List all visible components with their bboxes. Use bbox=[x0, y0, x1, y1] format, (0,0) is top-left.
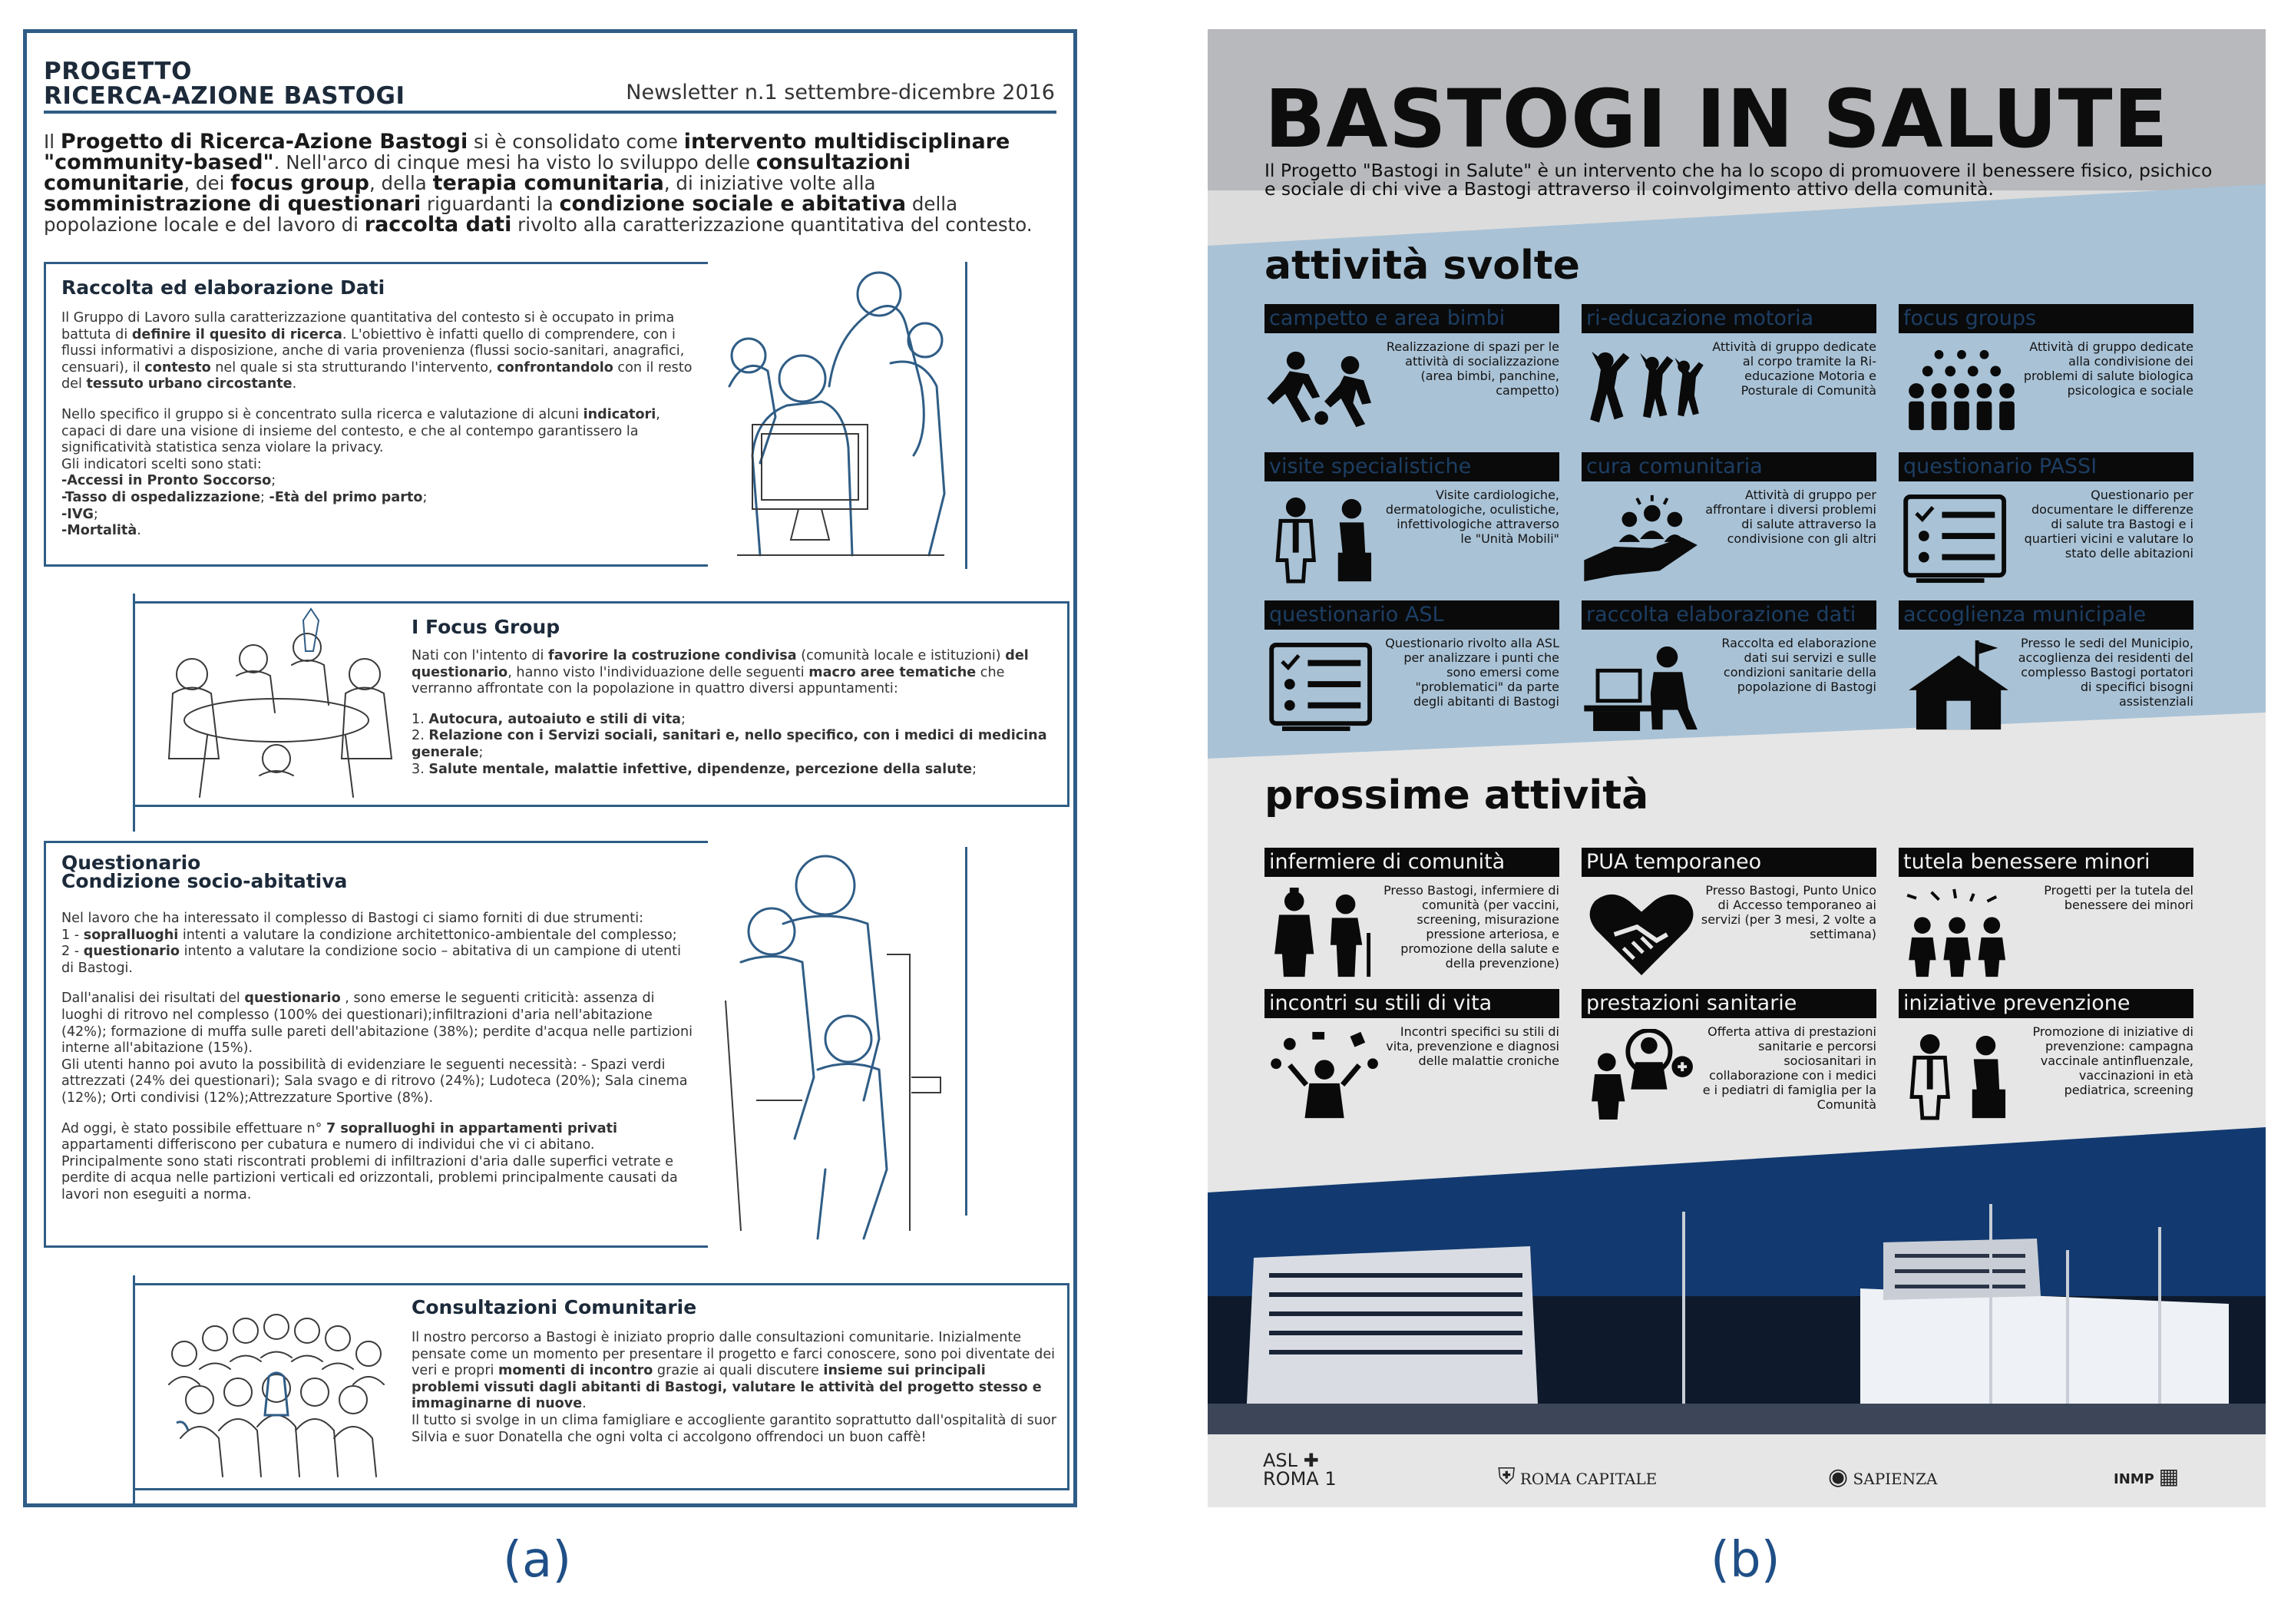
text-run: riguardanti la bbox=[421, 193, 560, 215]
inmp-logo bbox=[2114, 1464, 2179, 1489]
activity-card bbox=[1899, 989, 2193, 1127]
text-run: ; bbox=[271, 473, 276, 489]
paragraph bbox=[412, 1330, 1056, 1446]
activity-description: Promozione di iniziative di prevenzione: campagna vaccinale antinfluenzale, vaccinazioni in età pediatrica, screening bbox=[2032, 1024, 2193, 1097]
bold-run: macro aree tematiche bbox=[808, 664, 977, 680]
bold-run: confrontandolo bbox=[497, 359, 613, 375]
activity-description: Attività di gruppo per affrontare i diversi problemi di salute attraverso la condivisione con gli altri bbox=[1705, 488, 1876, 546]
doctor-patient-icon bbox=[1900, 1029, 2023, 1121]
activity-description: Visite cardiologiche, dermatologiche, oculistiche, infettivologiche attraverso le "Unità Mobili" bbox=[1385, 488, 1559, 546]
bold-run: focus group bbox=[230, 171, 369, 195]
text-run: ; bbox=[422, 489, 428, 505]
activity-description: Incontri specifici su stili di vita, prevenzione e diagnosi delle malattie croniche bbox=[1386, 1024, 1559, 1068]
text-run: . bbox=[292, 376, 297, 392]
activity-label: visite specialistiche bbox=[1264, 452, 1559, 481]
text-run: ; bbox=[972, 761, 977, 777]
text-run: . Nell'arco di cinque mesi ha visto lo sviluppo delle bbox=[273, 151, 756, 174]
newsletter-title bbox=[44, 59, 405, 108]
activity-card bbox=[1899, 304, 2193, 442]
bold-run: condizione sociale e abitativa bbox=[559, 192, 907, 216]
activity-card bbox=[1264, 989, 1559, 1127]
text-run: Il tutto si svolge in un clima famigliare e accogliente garantito soprattutto dall'ospitalità di suor Silvia e suor Donatella che ogni volta ci accolgono offrendoci un buon caffè! bbox=[412, 1412, 1056, 1445]
activity-label: accoglienza municipale bbox=[1899, 600, 2193, 630]
section-done-title: attività svolte bbox=[1264, 243, 1580, 289]
box-rule bbox=[965, 262, 967, 569]
bold-run: indicatori bbox=[583, 406, 656, 422]
text-run: della popolazione locale e del lavoro di bbox=[44, 193, 958, 236]
questionario-text bbox=[61, 911, 695, 1218]
text-run: 2 - bbox=[61, 944, 84, 960]
newsletter-intro bbox=[44, 131, 1056, 235]
meeting-table-sketch bbox=[146, 605, 407, 805]
newsletter-issue: Newsletter n.1 settembre-dicembre 2016 bbox=[626, 81, 1055, 104]
bold-run: del questionario bbox=[412, 648, 1029, 680]
bold-run: Relazione con i Servizi sociali, sanitari e, nello specifico, con i medici di medicina generale bbox=[412, 728, 1047, 760]
team-at-computer-sketch bbox=[714, 263, 960, 571]
activity-label: focus groups bbox=[1899, 304, 2193, 333]
activity-card bbox=[1582, 600, 1876, 739]
questionario-title-line2: Condizione socio-abitativa bbox=[61, 870, 348, 892]
text-run: ; bbox=[680, 711, 686, 727]
bold-run: -Accessi in Pronto Soccorso bbox=[61, 473, 272, 489]
text-run: Nati con l'intento di bbox=[412, 648, 549, 663]
text-run: che verranno affrontate con la popolazione in quattro diversi appuntamenti: bbox=[412, 664, 1005, 697]
juggler-icon bbox=[1266, 1029, 1389, 1121]
text-run: Nel lavoro che ha interessato il complesso di Bastogi ci siamo forniti di due strumenti: bbox=[61, 911, 644, 926]
children-icon bbox=[1900, 888, 2023, 980]
hand-community-icon bbox=[1583, 492, 1706, 584]
focus-group-title: I Focus Group bbox=[412, 616, 560, 638]
activity-label: prestazioni sanitarie bbox=[1582, 989, 1876, 1018]
text-run: Nello specifico il gruppo si è concentrato sulla ricerca e valutazione di alcuni bbox=[61, 406, 583, 422]
handshake-heart-icon bbox=[1583, 888, 1706, 980]
sapienza-text: SAPIENZA bbox=[1853, 1470, 1938, 1488]
activity-label: PUA temporaneo bbox=[1582, 848, 1876, 877]
text-run: Dall'analisi dei risultati del bbox=[61, 991, 245, 1007]
text-run: Ad oggi, è stato possibile effettuare n° bbox=[61, 1120, 326, 1136]
activity-label: campetto e area bimbi bbox=[1264, 304, 1559, 333]
activity-card bbox=[1582, 304, 1876, 442]
raccolta-dati-box bbox=[44, 262, 708, 567]
text-run: rivolto alla caratterizzazione quantitativa del contesto. bbox=[511, 213, 1033, 236]
text-run: intenti a valutare la condizione architettonico-ambientale del complesso; bbox=[178, 927, 677, 943]
bold-run: favorire la costruzione condivisa bbox=[548, 648, 797, 663]
activity-card bbox=[1264, 848, 1559, 986]
bold-run: somministrazione di questionari bbox=[44, 192, 421, 216]
computer-desk-icon bbox=[1583, 640, 1706, 733]
bold-run: insieme sui principali problemi vissuti dagli abitanti di Bastogi, valutare le attività del progetto stesso e immaginarne di nuove bbox=[412, 1363, 1042, 1412]
bold-run: -Età del primo parto bbox=[269, 489, 423, 505]
text-run: ; bbox=[478, 744, 484, 760]
group-icon bbox=[1900, 344, 2023, 436]
activity-description: Progetti per la tutela del benessere dei minori bbox=[2044, 883, 2193, 912]
text-run: ; bbox=[260, 489, 269, 505]
bold-run: Autocura, autoaiuto e stili di vita bbox=[428, 711, 681, 727]
activity-card bbox=[1264, 452, 1559, 590]
text-run: . bbox=[137, 523, 141, 539]
paragraph bbox=[61, 911, 695, 977]
consultazioni-text bbox=[412, 1330, 1056, 1460]
bold-run: tessuto urbano circostante bbox=[86, 376, 293, 392]
bold-run: 7 sopralluoghi in appartamenti privati bbox=[326, 1120, 618, 1136]
activity-card bbox=[1582, 452, 1876, 590]
newsletter-title-line1: PROGETTO bbox=[44, 58, 192, 85]
caption-b: (b) bbox=[1711, 1532, 1780, 1589]
activity-description: Realizzazione di spazi per le attività di socializzazione (area bimbi, panchine, campetto) bbox=[1386, 339, 1559, 398]
bold-run: -Tasso di ospedalizzazione bbox=[61, 489, 261, 505]
activity-label: raccolta elaborazione dati bbox=[1582, 600, 1876, 630]
bold-run: intervento multidisciplinare "community-based" bbox=[44, 130, 1010, 174]
activity-card bbox=[1582, 848, 1876, 986]
newsletter-title-line2: RICERCA-AZIONE BASTOGI bbox=[44, 82, 405, 110]
activity-card bbox=[1582, 989, 1876, 1127]
activity-label: incontri su stili di vita bbox=[1264, 989, 1559, 1018]
text-run: , hanno visto l'individuazione delle seguenti bbox=[507, 664, 809, 680]
text-run: 3. bbox=[412, 761, 429, 777]
exercise-icon bbox=[1583, 344, 1706, 436]
activity-card bbox=[1899, 600, 2193, 739]
caption-a: (a) bbox=[503, 1532, 572, 1589]
roma-capitale-logo bbox=[1498, 1464, 1657, 1490]
bold-run: terapia comunitaria bbox=[432, 171, 664, 195]
activity-description: Offerta attiva di prestazioni sanitarie e percorsi sociosanitari in collaborazione con i medici e i pediatri di famiglia per la Comunità bbox=[1702, 1024, 1876, 1112]
activity-label: cura comunitaria bbox=[1582, 452, 1876, 481]
paragraph bbox=[61, 310, 695, 393]
text-run: nel quale si sta strutturando l'intervento, bbox=[210, 359, 498, 375]
text-run: , della bbox=[369, 172, 433, 194]
raccolta-dati-text bbox=[61, 310, 695, 554]
paragraph bbox=[412, 712, 1056, 778]
header-rule bbox=[44, 111, 1056, 114]
activity-card bbox=[1899, 452, 2193, 590]
bold-run: -Mortalità bbox=[61, 523, 137, 539]
infographic-subtitle: Il Progetto "Bastogi in Salute" è un intervento che ha lo scopo di promuovere il benessere fisico, psichico e sociale di chi vive a Bastogi attraverso il coinvolgimento attivo della comunità. bbox=[1264, 160, 2213, 200]
activity-description: Presso le sedi del Municipio, accoglienza dei residenti del complesso Bastogi portatori di specifici bisogni assistenziali bbox=[2018, 636, 2193, 709]
bold-run: raccolta dati bbox=[364, 213, 512, 236]
text-run: , sono emerse le seguenti criticità: assenza di luoghi di ritrovo nel complesso (100% dei questionari);infiltrazioni d'aria nell'abitazione (42%); formazione di muffa sulle pareti dell'abitazione (38%); perdite d'acqua nelle partizioni interne all'abitazione (15%). bbox=[61, 991, 693, 1057]
activity-description: Raccolta ed elaborazione dati sui servizi e sulle condizioni sanitarie della popolazione di Bastogi bbox=[1721, 636, 1876, 694]
activity-description: Questionario per documentare le differenze di salute tra Bastogi e i quartieri vicini e valutare lo stato delle abitazioni bbox=[2024, 488, 2193, 561]
bold-run: momenti di incontro bbox=[498, 1363, 653, 1379]
paragraph bbox=[412, 648, 1056, 698]
consultazioni-title: Consultazioni Comunitarie bbox=[412, 1296, 697, 1318]
bold-run: -IVG bbox=[61, 506, 94, 522]
infographic-panel bbox=[1208, 29, 2266, 1507]
activity-description: Questionario rivolto alla ASL per analizzare i punti che sono emersi come "problematici" da parte degli abitanti di Bastogi bbox=[1385, 636, 1559, 709]
bold-run: Progetto di Ricerca-Azione Bastogi bbox=[60, 130, 468, 154]
roma-capitale-text: ROMA CAPITALE bbox=[1519, 1470, 1658, 1488]
text-run: Il bbox=[44, 131, 61, 153]
activity-label: infermiere di comunità bbox=[1264, 848, 1559, 877]
activity-description: Attività di gruppo dedicate al corpo tramite la Ri-educazione Motoria e Posturale di Comunità bbox=[1712, 339, 1876, 398]
text-run: . bbox=[582, 1396, 587, 1412]
activity-card bbox=[1899, 848, 2193, 986]
text-run: 2. bbox=[412, 728, 429, 744]
sapienza-logo bbox=[1828, 1464, 1938, 1490]
activity-description: Presso Bastogi, infermiere di comunità (per vaccini, screening, misurazione pressione arteriosa, e promozione della salute e della prevenzione) bbox=[1383, 883, 1559, 971]
focus-group-text bbox=[412, 648, 1056, 792]
building-icon: ▦ bbox=[2158, 1464, 2180, 1489]
text-run: Il Gruppo di Lavoro sulla caratterizzazione quantitativa del contesto si è occupato in prima battuta di bbox=[61, 310, 675, 342]
family-sketch bbox=[710, 847, 971, 1246]
asl-logo bbox=[1263, 1451, 1337, 1488]
activity-description: Presso Bastogi, Punto Unico di Accesso temporaneo ai servizi (per 3 mesi, 2 volte a settimana) bbox=[1701, 883, 1876, 941]
text-run: appartamenti differiscono per cubatura e numero di individui che vi ci abitano. Principalmente sono stati riscontrati problemi di infiltrazioni d'aria dalle superfici vetrate e perdite di acqua nelle partizioni verticali ed orizzontali, problemi principalmente causati da lavori non eseguiti a norma. bbox=[61, 1137, 678, 1202]
asl-logo-subtext: ROMA 1 bbox=[1263, 1468, 1337, 1490]
checklist-icon bbox=[1900, 492, 2023, 584]
text-run: 1 - bbox=[61, 927, 84, 943]
football-players-icon bbox=[1266, 344, 1389, 436]
paragraph bbox=[61, 407, 695, 540]
questionario-title-line1: Questionario bbox=[61, 852, 201, 874]
bold-run: questionario bbox=[83, 944, 180, 960]
newsletter-panel bbox=[23, 29, 1077, 1507]
questionario-title bbox=[61, 854, 347, 891]
activity-label: questionario ASL bbox=[1264, 600, 1559, 630]
doctor-patient-icon bbox=[1266, 492, 1389, 584]
text-run: ; bbox=[93, 506, 98, 522]
text-run: grazie ai quali discutere bbox=[653, 1363, 824, 1379]
activity-label: tutela benessere minori bbox=[1899, 848, 2193, 877]
text-run: intento a valutare la condizione socio – abitativa di un campione di utenti di Bastogi. bbox=[61, 944, 681, 976]
questionario-box bbox=[44, 841, 708, 1248]
bold-run: sopralluoghi bbox=[83, 927, 179, 943]
infographic-title: BASTOGI IN SALUTE bbox=[1264, 72, 2169, 166]
activity-description: Attività di gruppo dedicate alla condivisione dei problemi di salute biologica psicologica e sociale bbox=[2023, 339, 2193, 398]
bold-run: consultazioni comunitarie bbox=[44, 150, 911, 195]
inmp-text: INMP bbox=[2114, 1471, 2154, 1487]
paragraph bbox=[61, 991, 695, 1106]
text-run: (comunità locale e istituzioni) bbox=[796, 648, 1006, 663]
seal-icon: ◉ bbox=[1828, 1464, 1849, 1490]
text-run: , capaci di dare una visione di insieme del contesto, e che al contempo garantissero la significatività statistica senza violare la privacy. bbox=[61, 406, 660, 456]
activity-card bbox=[1264, 304, 1559, 442]
text-run: Gli indicatori scelti sono stati: bbox=[61, 456, 262, 472]
section-next-title: prossime attività bbox=[1264, 772, 1649, 819]
text-run: . L'obiettivo è infatti quello di comprendere, con i flussi informativi a disposizione, anche di varia provenienza (flussi socio-sanitari, anagrafici, censuari), il bbox=[61, 326, 685, 375]
text-run: Il nostro percorso a Bastogi è iniziato proprio dalle consultazioni comunitarie. Inizialmente pensate come un momento per presentare il progetto e farci conoscere, sono poi diventate dei veri e propri bbox=[412, 1330, 1056, 1379]
checklist-icon bbox=[1266, 640, 1389, 733]
activity-label: iniziative prevenzione bbox=[1899, 989, 2193, 1018]
bold-run: questionario bbox=[244, 991, 341, 1007]
text-run: , dei bbox=[183, 172, 231, 194]
bold-run: Salute mentale, malattie infettive, dipendenze, percezione della salute bbox=[428, 761, 973, 777]
text-run: , di iniziative volte alla bbox=[663, 172, 876, 194]
paragraph bbox=[61, 1121, 695, 1204]
activity-card bbox=[1264, 600, 1559, 739]
text-run: si è consolidato come bbox=[468, 131, 684, 153]
text-run: Gli utenti hanno poi avuto la possibilità di evidenziare le seguenti necessità: - Spazi verdi attrezzati (24% dei questionari); Sala svago e di ritrovo (24%); Ludoteca (20%); Sala cinema (12%); Orti condivisi (12%);Attrezzature Sportive (8%). bbox=[61, 1057, 688, 1106]
asl-logo-text: ASL bbox=[1263, 1450, 1298, 1471]
crowd-sketch bbox=[154, 1285, 399, 1484]
text-run: con il resto del bbox=[61, 359, 693, 392]
activity-label: questionario PASSI bbox=[1899, 452, 2193, 481]
house-flag-icon bbox=[1900, 640, 2023, 733]
shield-icon: ⛨ bbox=[1498, 1464, 1516, 1490]
raccolta-dati-title: Raccolta ed elaborazione Dati bbox=[61, 276, 385, 299]
bold-run: contesto bbox=[144, 359, 211, 375]
activity-label: ri-educazione motoria bbox=[1582, 304, 1876, 333]
text-run: 1. bbox=[412, 711, 429, 727]
nurse-elderly-icon bbox=[1266, 888, 1389, 980]
doctor-cross-icon bbox=[1583, 1029, 1706, 1121]
cross-icon: ✚ bbox=[1303, 1450, 1319, 1471]
bold-run: definire il quesito di ricerca bbox=[131, 326, 342, 342]
